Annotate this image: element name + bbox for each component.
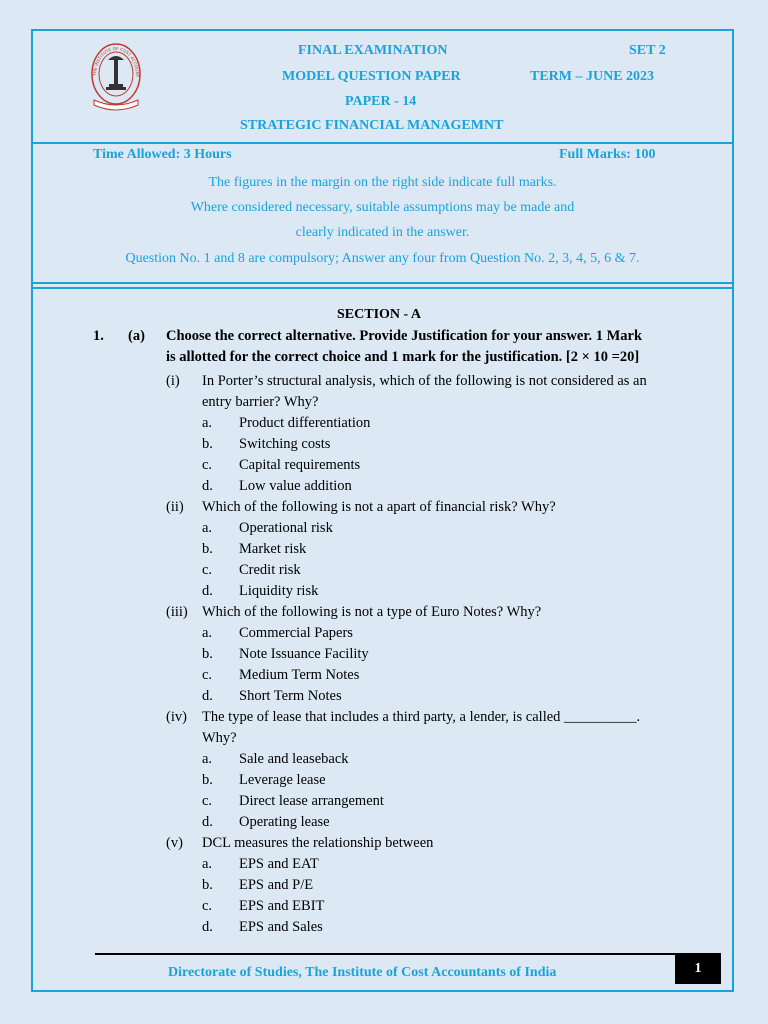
option-text: EPS and P/E [239,877,314,893]
option-text: EPS and EBIT [239,898,325,914]
subq-number: (iii) [166,604,188,620]
option-key: d. [202,919,213,935]
option-key: a. [202,751,213,767]
subq-number: (i) [166,373,180,389]
option-text: Operational risk [239,520,333,536]
subq-number: (ii) [166,499,184,515]
subq-text: entry barrier? Why? [202,394,319,410]
option-text: Liquidity risk [239,583,319,599]
svg-text:THE INSTITUTE OF COST ACCOUNTA: THE INSTITUTE OF COST ACCOUNT [91,45,141,78]
option-key: a. [202,415,213,431]
option-key: b. [202,646,213,662]
header-divider [33,142,732,144]
info-divider-top [33,282,732,284]
option-key: d. [202,478,213,494]
subq-text: DCL measures the relationship between [202,835,434,851]
option-key: d. [202,688,213,704]
option-key: a. [202,625,213,641]
footer-text: Directorate of Studies, The Institute of Cost Accountants of India [168,965,557,980]
option-text: Note Issuance Facility [239,646,369,662]
option-text: Short Term Notes [239,688,342,704]
option-text: Commercial Papers [239,625,353,641]
option-text: Low value addition [239,478,352,494]
paper-number: PAPER - 14 [345,94,417,109]
option-key: a. [202,520,213,536]
option-key: d. [202,583,213,599]
option-text: Operating lease [239,814,330,830]
instruction-line-1: The figures in the margin on the right side indicate full marks. [208,175,557,190]
option-key: c. [202,898,213,914]
institute-seal-icon [88,38,144,114]
option-text: EPS and Sales [239,919,323,935]
info-divider-bottom [33,287,732,289]
option-key: b. [202,772,213,788]
subject-title: STRATEGIC FINANCIAL MANAGEMNT [240,118,504,133]
option-key: b. [202,541,213,557]
question-instruction-2: is allotted for the correct choice and 1 mark for the justification. [2 × 10 =20] [166,349,640,365]
full-marks: Full Marks: 100 [559,147,656,162]
subq-text: Which of the following is not a type of Euro Notes? Why? [202,604,542,620]
subq-number: (iv) [166,709,187,725]
option-text: Switching costs [239,436,331,452]
instruction-line-4: Question No. 1 and 8 are compulsory; Answer any four from Question No. 2, 3, 4, 5, 6 & 7. [125,251,640,266]
option-key: b. [202,436,213,452]
subq-text: In Porter’s structural analysis, which of the following is not considered as an [202,373,647,389]
paper-type: MODEL QUESTION PAPER [282,69,461,84]
option-key: a. [202,856,213,872]
option-text: Sale and leaseback [239,751,349,767]
footer-rule [95,953,675,955]
option-text: EPS and EAT [239,856,319,872]
subq-number: (v) [166,835,183,851]
option-text: Leverage lease [239,772,326,788]
section-heading: SECTION - A [337,307,422,322]
option-key: c. [202,457,213,473]
instruction-line-2: Where considered necessary, suitable assumptions may be made and [190,200,575,215]
set-label: SET 2 [629,43,666,58]
term-label: TERM – JUNE 2023 [530,69,655,84]
subq-text: The type of lease that includes a third party, a lender, is called __________. [202,709,641,725]
option-text: Medium Term Notes [239,667,360,683]
option-text: Market risk [239,541,307,557]
question-instruction-1: Choose the correct alternative. Provide Justification for your answer. 1 Mark [166,328,643,344]
exam-title: FINAL EXAMINATION [298,43,448,58]
instruction-line-3: clearly indicated in the answer. [295,225,470,240]
option-text: Credit risk [239,562,301,578]
option-key: c. [202,667,213,683]
option-text: Product differentiation [239,415,371,431]
option-key: b. [202,877,213,893]
option-text: Capital requirements [239,457,361,473]
option-text: Direct lease arrangement [239,793,384,809]
question-number: 1. [93,328,104,344]
option-key: c. [202,562,213,578]
subq-text: Which of the following is not a apart of financial risk? Why? [202,499,556,515]
option-key: d. [202,814,213,830]
option-key: c. [202,793,213,809]
time-allowed: Time Allowed: 3 Hours [93,147,232,162]
page-number: 1 [675,953,721,984]
question-part: (a) [128,328,145,344]
subq-text: Why? [202,730,237,746]
